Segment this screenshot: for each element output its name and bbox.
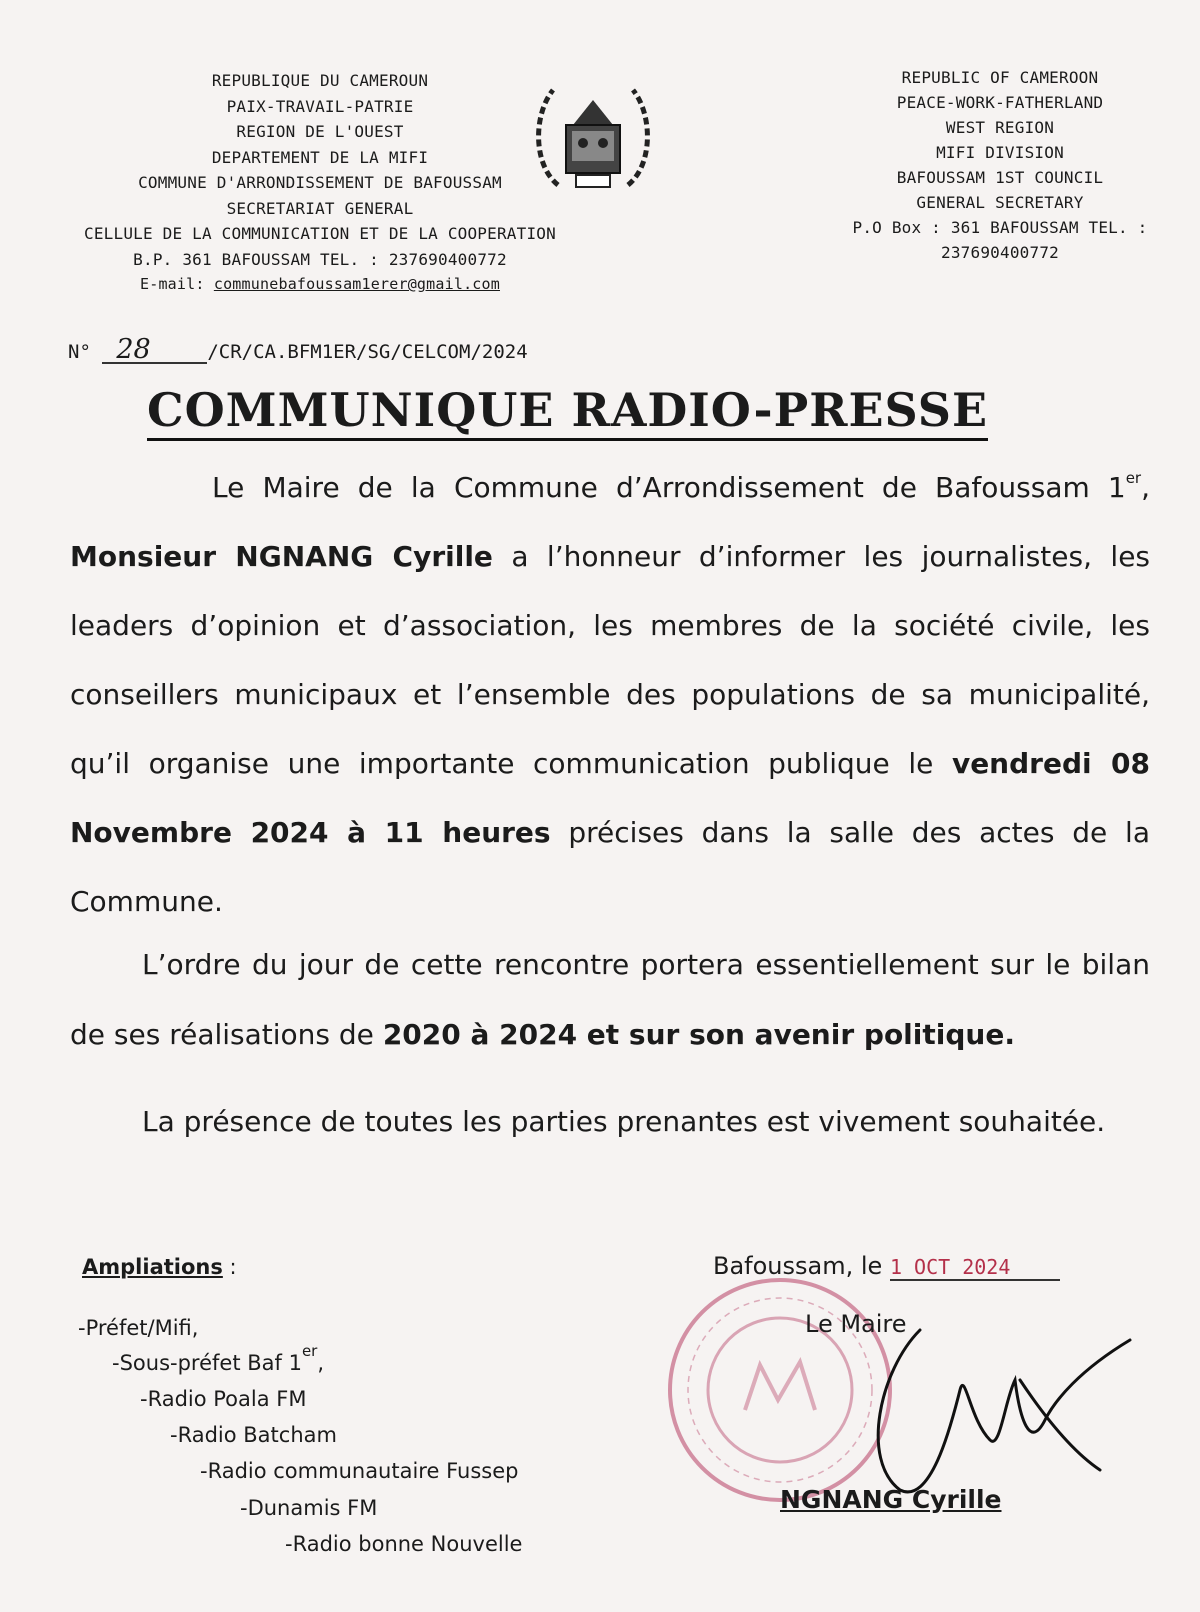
text-run: L’ordre du jour de cette rencontre portera essentiellement sur le bilan de ses réalisations de [70, 948, 1150, 1051]
email-line [10, 272, 630, 298]
email-address: communebafoussam1erer@gmail.com [213, 275, 500, 293]
mayor-name-bold: Monsieur NGNANG Cyrille [70, 540, 493, 573]
handwritten-signature-icon [840, 1310, 1140, 1510]
distribution-item: -Radio bonne Nouvelle [285, 1532, 523, 1556]
header-left-line: PAIX-TRAVAIL-PATRIE [226, 96, 414, 116]
text-run: , [1141, 471, 1150, 504]
text-run: Le Maire de la Commune d’Arrondissement de Bafoussam 1 [212, 471, 1126, 504]
header-right [820, 65, 1180, 265]
superscript: er [1125, 469, 1142, 487]
agenda-bold: 2020 à 2024 et sur son avenir politique. [382, 1018, 1015, 1051]
place-date-line [713, 1252, 1060, 1281]
header-left-line: CELLULE DE LA COMMUNICATION ET DE LA COOPERATION [84, 224, 556, 243]
superscript: er [301, 1342, 318, 1360]
distribution-text: -Sous-préfet Baf 1 [112, 1351, 302, 1375]
header-left-line: REPUBLIQUE DU CAMEROUN [211, 71, 429, 90]
header-right-line: PEACE-WORK-FATHERLAND [896, 93, 1104, 112]
header-right-line: GENERAL SECRETARY [916, 193, 1084, 212]
distribution-item: -Radio Poala FM [140, 1387, 307, 1411]
ref-handwritten-number: 28 [102, 338, 207, 364]
distribution-item: -Dunamis FM [240, 1496, 378, 1520]
ampliations-label: Ampliations [82, 1255, 223, 1279]
header-left-line: REGION DE L'OUEST [236, 122, 404, 141]
event-datetime-bold: vendredi 08 Novembre 2024 à 11 heures [70, 747, 1150, 849]
header-left-line: SECRETARIAT GENERAL [226, 198, 414, 218]
place-label: Bafoussam, le [713, 1252, 883, 1280]
signatory-name: NGNANG Cyrille [780, 1485, 1002, 1514]
header-left-line: DEPARTEMENT DE LA MIFI [211, 147, 429, 167]
header-right-line: P.O Box : 361 BAFOUSSAM TEL. : [852, 218, 1148, 237]
ref-suffix: /CR/CA.BFM1ER/SG/CELCOM/2024 [207, 341, 528, 363]
header-right-line: REPUBLIC OF CAMEROON [901, 68, 1099, 87]
date-stamp: 1 OCT 2024 [890, 1255, 1060, 1281]
ref-prefix: N° [68, 341, 91, 363]
header-right-line: MIFI DIVISION [936, 143, 1064, 162]
distribution-item: -Radio Batcham [170, 1423, 337, 1447]
header-left-line: COMMUNE D'ARRONDISSEMENT DE BAFOUSSAM [138, 173, 502, 192]
reference-number [68, 334, 528, 365]
distribution-text: , [317, 1351, 325, 1375]
paragraph-agenda [70, 930, 1150, 1070]
distribution-item [112, 1342, 325, 1375]
council-emblem-icon [528, 75, 658, 205]
ampliations-heading [82, 1255, 237, 1279]
header-right-line: 237690400772 [941, 243, 1059, 262]
signatory-role: Le Maire [805, 1310, 907, 1338]
paragraph-closing: La présence de toutes les parties prenantes est vivement souhaitée. [142, 1105, 1106, 1138]
document-title: COMMUNIQUE RADIO-PRESSE [147, 382, 988, 441]
ampliations-colon: : [222, 1255, 237, 1279]
text-run: précises dans la salle des actes de la Commune. [70, 816, 1150, 918]
paragraph-announcement [70, 453, 1150, 936]
email-label: E-mail: [139, 275, 205, 293]
distribution-item: -Préfet/Mifi, [78, 1316, 199, 1340]
header-right-line: WEST REGION [945, 118, 1055, 137]
header-left-line: B.P. 361 BAFOUSSAM TEL. : 237690400772 [133, 249, 507, 269]
text-run: a l’honneur d’informer les journalistes, les leaders d’opinion et d’association, les membres de la société civile, les conseillers municipaux et l’ensemble des populations de sa municipalité, qu’il organise une importante communication publique le [70, 540, 1151, 780]
header-right-line: BAFOUSSAM 1ST COUNCIL [896, 168, 1104, 187]
distribution-item: -Radio communautaire Fussep [200, 1459, 519, 1483]
